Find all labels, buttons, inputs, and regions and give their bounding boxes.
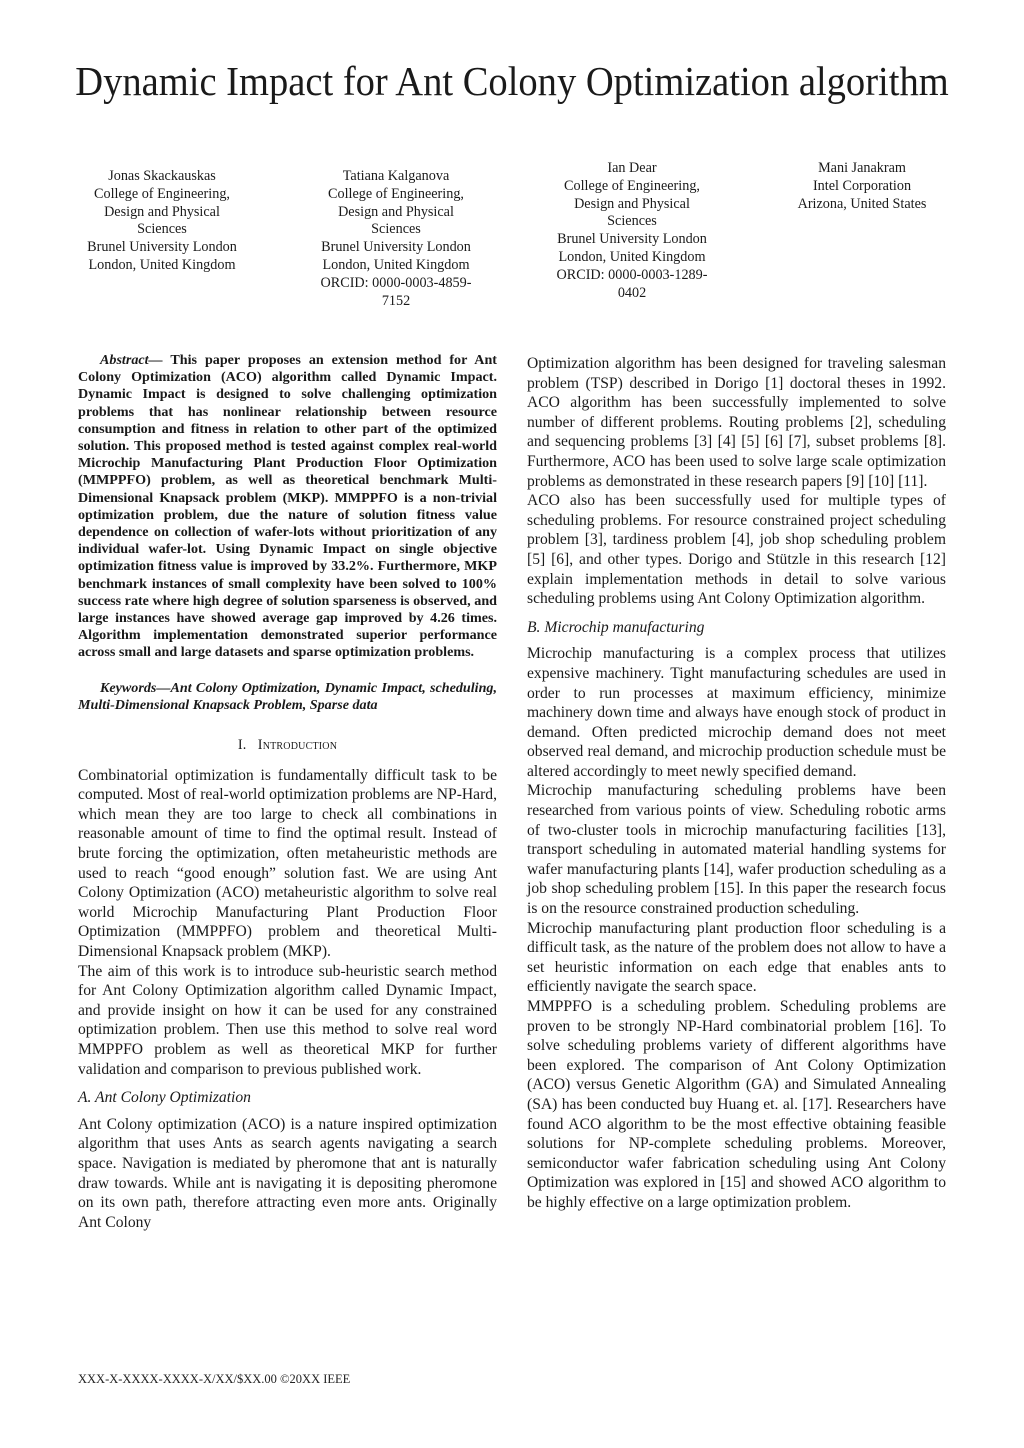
paragraph: ACO also has been successfully used for multiple types of scheduling problems. For resource constrained project scheduling problem [3], tardiness problem [4], job shop scheduling problem [5] [6], and other types. Dorigo and Stützle in this research [12] explain implementation methods in detail to solve various scheduling problems using Ant Colony Optimization algorithm.: [527, 492, 946, 608]
author-affiliation-line: Arizona, United States: [797, 195, 927, 212]
author-affiliation-line: College of Engineering,: [328, 185, 464, 202]
author-name: Jonas Skackauskas: [108, 168, 216, 184]
keywords: Keywords—Ant Colony Optimization, Dynamic Impact, scheduling, Multi-Dimensional Knapsack Problem, Sparse data: [78, 679, 497, 713]
author-name: Ian Dear: [607, 160, 657, 176]
author-orcid: ORCID: 0000-0003-1289-: [556, 266, 708, 283]
author-affiliation-line: Design and Physical: [338, 203, 454, 220]
author-affiliation-line: Intel Corporation: [812, 177, 912, 194]
author-affiliation-line: Design and Physical: [574, 195, 690, 212]
author-orcid: ORCID: 0000-0003-4859-: [320, 274, 472, 291]
author-affiliation-line: Brunel University London: [557, 231, 707, 248]
abstract: [78, 352, 497, 662]
section-title: Introduction: [257, 737, 338, 754]
paragraph: MMPPFO is a scheduling problem. Scheduling problems are proven to be strongly NP-Hard combinatorial problem [16]. To solve scheduling problems variety of different algorithms have been explored. The comparison of Ant Colony Optimization (ACO) versus Genetic Algorithm (GA) and Simulated Annealing (SA) has been conducted buy Huang et. al. [17]. Researchers have found ACO algorithm to be the most effective obtaining feasible solutions for NP-complete scheduling problems. Moreover, semiconductor wafer fabrication scheduling using Ant Colony Optimization was explored in [15] and showed ACO algorithm to be highly effective on a large optimization problem.: [527, 998, 946, 1211]
abstract-label: Abstract—: [100, 352, 163, 368]
left-column: [78, 352, 497, 1232]
author-affiliation-line: Sciences: [371, 221, 421, 238]
author-orcid: 0402: [617, 284, 647, 301]
paragraph: Microchip manufacturing plant production floor scheduling is a difficult task, as the nature of the problem does not allow to have a set heuristic information on each edge that enables ants to efficiently navigate the search space.: [527, 919, 946, 996]
paragraph: Microchip manufacturing is a complex process that utilizes expensive machinery. Tight manufacturing schedules are used in order to run processes at maximum efficiency, minimize machinery down time and always have enough stock of product in demand. Often predicted microchip demand does not meet observed real demand, and microchip production schedule must be altered accordingly to meet newly specified demand.: [527, 645, 946, 780]
subsection-heading-microchip: B. Microchip manufacturing: [527, 618, 705, 636]
paragraph: Combinatorial optimization is fundamentally difficult task to be computed. Most of real-world optimization problems are NP-Hard, which mean they are too large to check all combinations in reasonable amount of time to find the optimal result. Instead of brute forcing the optimization, often metaheuristic methods are used to reach “good enough” solution fast. We are using Ant Colony Optimization (ACO) metaheuristic algorithm to solve real world Microchip Manufacturing Plant Production Floor Optimization (MMPPFO) problem and theoretical Multi-Dimensional Knapsack problem (MKP).: [78, 766, 497, 960]
author-affiliation-line: Design and Physical: [104, 203, 220, 220]
paragraph: Ant Colony optimization (ACO) is a nature inspired optimization algorithm that uses Ants as search agents navigating a search space. Navigation is mediated by pheromone that ant is naturally draw towards. While ant is navigating it is depositing pheromone on its own path, therefore attracting even more ants. Originally Ant Colony: [78, 1115, 497, 1231]
abstract-text: This paper proposes an extension method for Ant Colony Optimization (ACO) algorithm called Dynamic Impact. Dynamic Impact is designed to solve challenging optimization problems that has nonlinear relationship between resource consumption and fitness in relation to other part of the optimized solution. This proposed method is tested against complex real-world Microchip Manufacturing Plant Production Floor Optimization (MMPPFO) problem, as well as theoretical benchmark Multi-Dimensional Knapsack problem (MKP). MMPPFO is a non-trivial optimization problem, due the nature of solution fitness value dependence on collection of wafer-lots without prioritization of any individual wafer-lot. Using Dynamic Impact on single objective optimization fitness value is improved by 33.2%. Furthermore, MKP benchmark instances of small complexity have been solved to 100% success rate where high degree of solution sparseness is observed, and large instances have showed average gap improved by 4.26 times. Algorithm implementation demonstrated superior performance across small and large datasets and sparse optimization problems.: [78, 352, 497, 661]
author-card: [752, 160, 972, 213]
author-affiliation-line: Brunel University London: [87, 239, 237, 256]
section-heading-introduction: [78, 736, 497, 756]
subsection-heading-aco: A. Ant Colony Optimization: [78, 1089, 251, 1107]
right-column: [527, 354, 946, 1213]
author-block: [0, 160, 1024, 330]
author-card: [52, 168, 272, 275]
author-affiliation-line: London, United Kingdom: [88, 256, 236, 273]
author-affiliation-line: London, United Kingdom: [322, 256, 470, 273]
paragraph: The aim of this work is to introduce sub-heuristic search method for Ant Colony Optimization algorithm called Dynamic Impact, and provide insight on how it can be used for any constrained optimization problem. Then use this method to solve real word MMPPFO problem as well as theoretical MKP for further validation and comparison to previous published work.: [78, 962, 497, 1078]
author-affiliation-line: London, United Kingdom: [558, 248, 706, 265]
paper-title: Dynamic Impact for Ant Colony Optimization algorithm: [75, 58, 949, 104]
paragraph: Optimization algorithm has been designed for traveling salesman problem (TSP) described in Dorigo [1] doctoral theses in 1992. ACO algorithm has been successfully implemented to solve number of different problems. Routing problems [2], scheduling and sequencing problems [3] [4] [5] [6] [7], subset problems [8]. Furthermore, ACO has been used to solve large scale optimization problems as demonstrated in these research papers [9] [10] [11].: [527, 355, 946, 490]
author-affiliation-line: College of Engineering,: [94, 185, 230, 202]
author-card: [522, 160, 742, 302]
author-affiliation-line: Sciences: [137, 221, 187, 238]
author-card: [286, 168, 506, 310]
paragraph: Microchip manufacturing scheduling problems have been researched from various points of view. Scheduling robotic arms of two-cluster tools in microchip manufacturing facilities [13], transport scheduling in automated material handling systems for wafer manufacturing plants [14], wafer production scheduling as a job shop scheduling problem [15]. In this paper the research focus is on the resource constrained production scheduling.: [527, 782, 946, 918]
author-orcid: 7152: [381, 292, 411, 309]
author-affiliation-line: Brunel University London: [321, 239, 471, 256]
author-name: Tatiana Kalganova: [342, 168, 450, 184]
section-number: I.: [237, 737, 247, 754]
copyright-footer: XXX-X-XXXX-XXXX-X/XX/$XX.00 ©20XX IEEE: [78, 1372, 351, 1386]
author-affiliation-line: Sciences: [607, 213, 657, 230]
author-affiliation-line: College of Engineering,: [564, 177, 700, 194]
author-name: Mani Janakram: [818, 160, 906, 176]
